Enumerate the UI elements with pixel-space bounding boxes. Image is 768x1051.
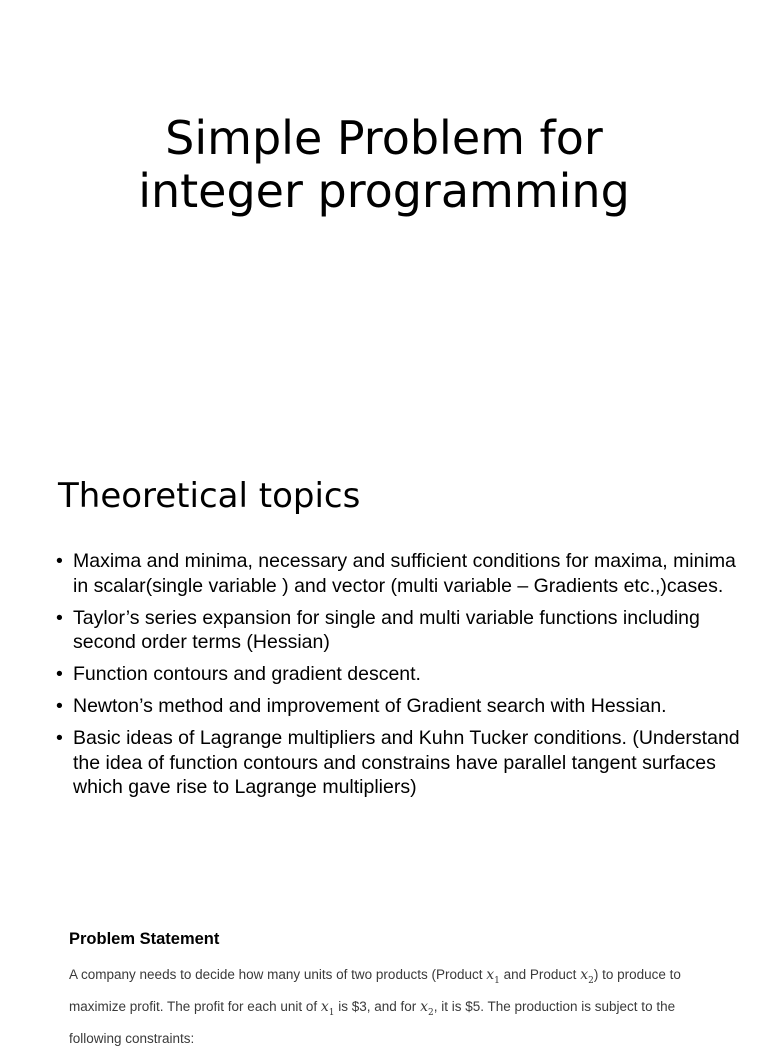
text-run: is $3, and for: [334, 998, 421, 1014]
problem-statement-heading: Problem Statement: [69, 930, 220, 948]
text-run: , it is $5. The production is subject to the following constraints:: [69, 998, 676, 1046]
list-item-text: Basic ideas of Lagrange multipliers and Kuhn Tucker conditions. (Understand the idea of function contours and constrains have parallel tangent surfaces which gave rise to Lagrange multipliers): [73, 727, 740, 798]
text-run: A company needs to decide how many units of two products (Product: [69, 967, 487, 982]
math-sub: 1: [494, 975, 500, 986]
list-item: [56, 662, 746, 687]
list-item-text: Function contours and gradient descent.: [73, 663, 421, 685]
math-var: x: [486, 967, 495, 983]
math-x2: [420, 998, 434, 1018]
list-item-text: Newton’s method and improvement of Gradient search with Hessian.: [73, 695, 667, 717]
text-run: ) to produce to maximize profit. The profit for each unit of: [69, 967, 681, 1014]
text-run: and Product: [499, 967, 581, 982]
list-item: [56, 726, 746, 800]
math-sub: 2: [427, 1007, 434, 1018]
math-sub: 2: [588, 975, 594, 986]
math-var: x: [580, 967, 589, 983]
problem-statement-text: [69, 962, 719, 1051]
bullet-icon: •: [56, 727, 63, 749]
bullet-icon: •: [56, 550, 63, 572]
slide-title: [0, 0, 768, 432]
slide-title-heading: Simple Problem for integer programming: [138, 111, 630, 218]
list-item: [56, 549, 746, 598]
math-sub: 1: [328, 1007, 335, 1018]
bullet-icon: •: [56, 606, 63, 629]
list-item-text: Taylor’s series expansion for single and multi variable functions including second order terms (Hessian): [73, 606, 700, 653]
bullet-icon: •: [56, 663, 63, 685]
list-item-text: Maxima and minima, necessary and sufficient conditions for maxima, minima in scalar(single variable ) and vector (multi variable – Gradients etc.,)cases.: [73, 550, 736, 597]
topics-list: [56, 549, 746, 807]
topics-heading: Theoretical topics: [58, 476, 361, 516]
list-item: [56, 606, 746, 655]
math-x1: [486, 967, 500, 986]
math-x1: [320, 998, 335, 1018]
math-var: x: [320, 998, 329, 1015]
bullet-icon: •: [56, 695, 63, 717]
math-var: x: [420, 998, 428, 1015]
list-item: [56, 694, 746, 719]
math-x2: [580, 967, 594, 986]
